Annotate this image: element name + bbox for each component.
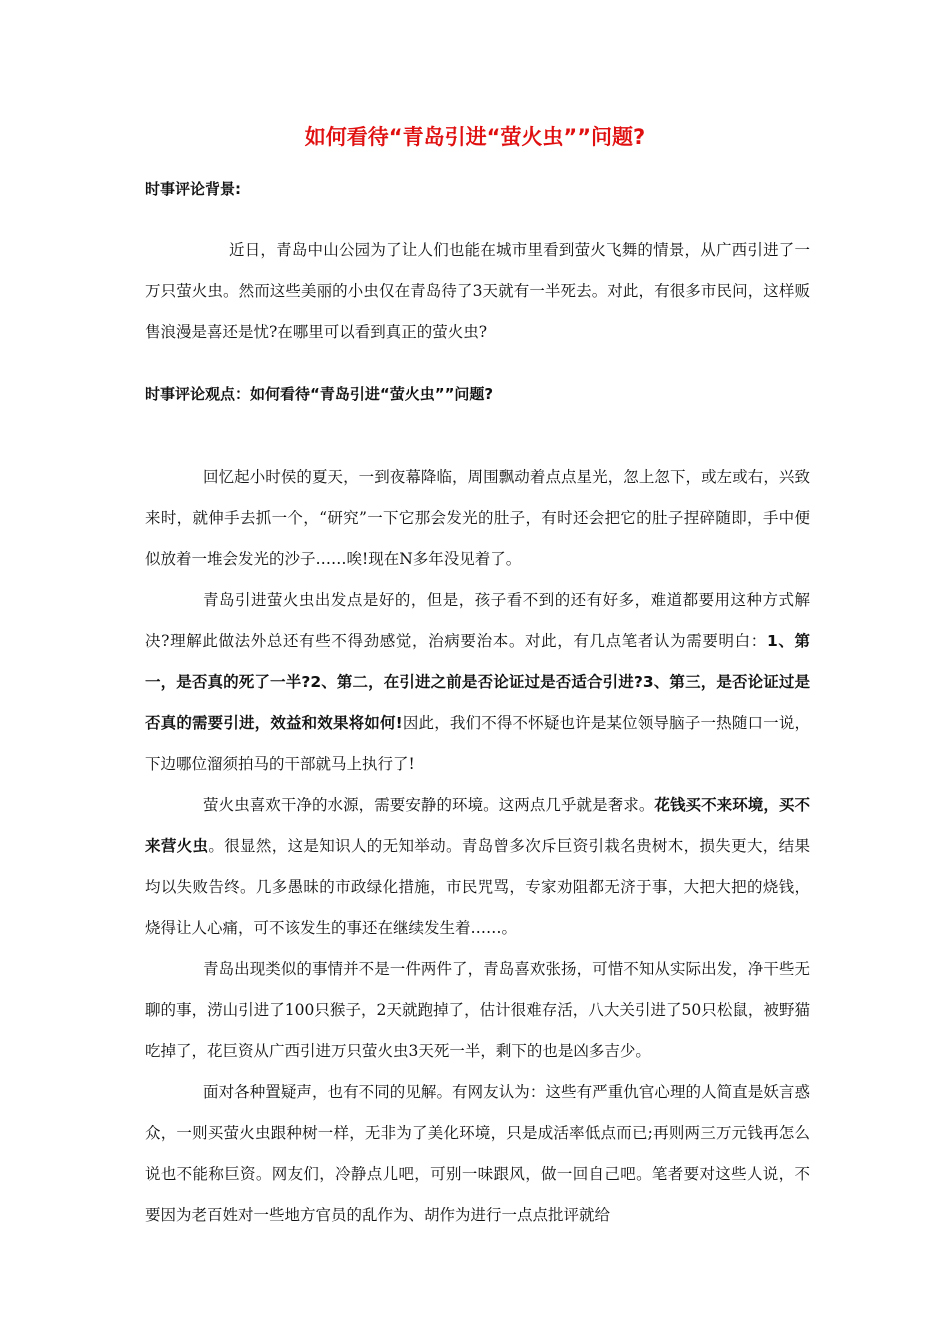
paragraph-opinions: 面对各种置疑声，也有不同的见解。有网友认为：这些有严重仇官心理的人简直是妖言惑众，一则买萤火虫跟种树一样，无非为了美化环境，只是成活率低点而已;再则两三万元钱再怎么说也不能称巨资。网友们，冷静点儿吧，可别一味跟风，做一回自己吧。笔者要对这些人说，不要因为老百姓对一些地方官员的乱作为、胡作为进行一点点批评就给 xyxy=(145,1083,810,1224)
paragraph-environment xyxy=(145,785,810,949)
paragraph-environment-end: 。很显然，这是知识人的无知举动。青岛曾多次斥巨资引栽名贵树木，损失更大，结果均以失败告终。几多愚昧的市政绿化措施，市民咒骂，专家劝阻都无济于事，大把大把的烧钱，烧得让人心痛，可不该发生的事还在继续发生着……。 xyxy=(145,837,810,937)
paragraph-questions-intro: 青岛引进萤火虫出发点是好的，但是，孩子看不到的还有好多，难道都要用这种方式解决?理解此做法外总还有些不得劲感觉，治病要治本。对此，有几点笔者认为需要明白： xyxy=(145,591,810,650)
document-title: 如何看待“青岛引进“萤火虫””问题? xyxy=(304,125,646,149)
paragraph-questions-bold: 1、第一，是否真的死了一半?2、第二，在引进之前是否论证过是否适合引进?3、第三，是否论证过是否真的需要引进，效益和效果将如何! xyxy=(145,632,810,732)
paragraph-questions xyxy=(145,580,810,785)
paragraph-environment-intro: 萤火虫喜欢干净的水源，需要安静的环境。这两点几乎就是奢求。 xyxy=(203,796,655,814)
paragraph-memory: 回忆起小时侯的夏天，一到夜幕降临，周围飘动着点点星光，忽上忽下，或左或右，兴致来时，就伸手去抓一个，“研究”一下它那会发光的肚子，有时还会把它的肚子捏碎随即，手中便似放着一堆会发光的沙子……唉!现在N多年没见着了。 xyxy=(145,468,810,568)
paragraph-questions-end: 因此，我们不得不怀疑也许是某位领导脑子一热随口一说，下边哪位溜须拍马的干部就马上执行了! xyxy=(145,714,810,773)
background-heading: 时事评论背景: xyxy=(145,180,241,198)
paragraph-environment-bold: 花钱买不来环境，买不来营火虫 xyxy=(145,796,810,855)
opinion-heading: 时事评论观点：如何看待“青岛引进“萤火虫””问题? xyxy=(145,385,494,403)
paragraph-examples: 青岛出现类似的事情并不是一件两件了，青岛喜欢张扬，可惜不知从实际出发，净干些无聊的事，涝山引进了100只猴子，2天就跑掉了，估计很难存活，八大关引进了50只松鼠，被野猫吃掉了，花巨资从广西引进万只萤火虫3天死一半，剩下的也是凶多吉少。 xyxy=(145,960,810,1060)
background-paragraph: 近日，青岛中山公园为了让人们也能在城市里看到萤火飞舞的情景，从广西引进了一万只萤火虫。然而这些美丽的小虫仅在青岛待了3天就有一半死去。对此，有很多市民问，这样贩售浪漫是喜还是忧?在哪里可以看到真正的萤火虫? xyxy=(145,241,810,341)
